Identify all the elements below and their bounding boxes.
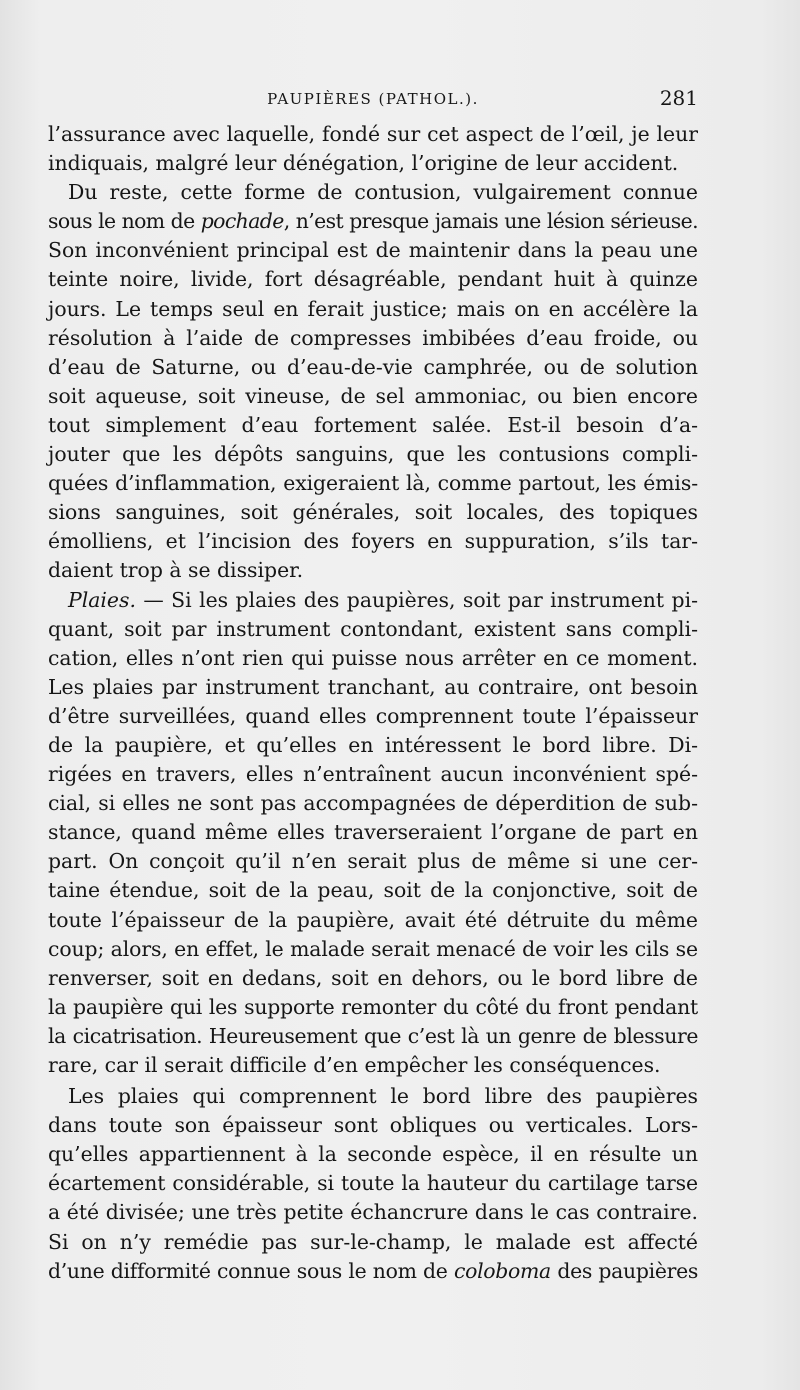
running-head: PAUPIÈRES (PATHOL.). bbox=[267, 90, 479, 108]
text-line: d’être surveillées, quand elles comprennent toute l’épaisseur bbox=[48, 703, 698, 728]
text-line: soit aqueuse, soit vineuse, de sel ammoniac, ou bien encore bbox=[48, 383, 698, 408]
text-line: jouter que les dépôts sanguins, que les contusions compli- bbox=[48, 442, 698, 467]
text-line: a été divisée; une très petite échancrure dans le cas contraire. bbox=[48, 1200, 698, 1225]
text-line: résolution à l’aide de compresses imbibées d’eau froide, ou bbox=[48, 325, 698, 350]
paragraph bbox=[48, 586, 698, 1081]
text-line: rare, car il serait difficile d’en empêcher les conséquences. bbox=[48, 1053, 661, 1077]
text-line: Si on n’y remédie pas sur-le-champ, le malade est affecté bbox=[48, 1229, 698, 1254]
text-line: émolliens, et l’incision des foyers en suppuration, s’ils tar- bbox=[48, 529, 698, 554]
text-span: , n’est presque jamais une lésion sérieuse. bbox=[283, 209, 699, 234]
text-line bbox=[48, 586, 698, 615]
text-line: d’eau de Saturne, ou d’eau-de-vie camphrée, ou de solution bbox=[48, 354, 698, 379]
text-line: quées d’inflammation, exigeraient là, comme partout, les émis- bbox=[48, 471, 698, 496]
text-line: la paupière qui les supporte remonter du côté du front pendant bbox=[48, 994, 698, 1019]
text-line: Son inconvénient principal est de maintenir dans la peau une bbox=[48, 238, 698, 263]
italic-term: pochade bbox=[200, 209, 284, 234]
text-line: dans toute son épaisseur sont obliques ou verticales. Lors- bbox=[48, 1113, 698, 1138]
text-line bbox=[48, 1257, 698, 1286]
text-line: toute l’épaisseur de la paupière, avait été détruite du même bbox=[48, 907, 698, 932]
text-line: teinte noire, livide, fort désagréable, pendant huit à quinze bbox=[48, 267, 698, 292]
text-line bbox=[48, 207, 698, 236]
text-span: des paupières bbox=[550, 1258, 698, 1283]
text-line: la cicatrisation. Heureusement que c’est là un genre de blessure bbox=[48, 1023, 698, 1048]
text-span: d’une difformité connue sous le nom de bbox=[48, 1258, 454, 1283]
text-line: renverser, soit en dedans, soit en dehors, ou le bord libre de bbox=[48, 965, 698, 990]
text-line: rigées en travers, elles n’entraînent aucun inconvénient spé- bbox=[48, 762, 698, 787]
paragraph bbox=[48, 178, 698, 585]
text-line: jours. Le temps seul en ferait justice; mais on en accélère la bbox=[48, 296, 698, 321]
text-line: Les plaies qui comprennent le bord libre des paupières bbox=[68, 1084, 698, 1109]
text-line: écartement considérable, si toute la hauteur du cartilage tarse bbox=[48, 1171, 698, 1196]
text-line: de la paupière, et qu’elles en intéressent le bord libre. Di- bbox=[48, 732, 698, 757]
paragraph bbox=[48, 1082, 698, 1286]
text-line: sions sanguines, soit générales, soit locales, des topiques bbox=[48, 500, 698, 525]
text-line: taine étendue, soit de la peau, soit de la conjonctive, soit de bbox=[48, 878, 698, 903]
body-text bbox=[48, 120, 698, 1286]
italic-term: coloboma bbox=[453, 1258, 551, 1283]
text-line: Du reste, cette forme de contusion, vulgairement connue bbox=[68, 180, 698, 205]
text-line: part. On conçoit qu’il n’en serait plus de même si une cer- bbox=[48, 849, 698, 874]
page-number: 281 bbox=[659, 86, 698, 110]
text-line: l’assurance avec laquelle, fondé sur cet aspect de l’œil, je leur bbox=[48, 122, 698, 146]
text-line: cation, elles n’ont rien qui puisse nous arrêter en ce moment. bbox=[48, 645, 698, 670]
paragraph bbox=[48, 120, 698, 178]
text-line: tout simplement d’eau fortement salée. Est-il besoin d’a- bbox=[48, 412, 698, 437]
text-line: coup; alors, en effet, le malade serait menacé de voir les cils se bbox=[48, 936, 698, 961]
text-line: indiquais, malgré leur dénégation, l’origine de leur accident. bbox=[48, 151, 679, 176]
text-line: daient trop à se dissiper. bbox=[48, 558, 304, 583]
text-span: — Si les plaies des paupières, soit par instrument pi- bbox=[135, 587, 698, 612]
page-header bbox=[48, 86, 698, 116]
italic-term: Plaies. bbox=[68, 587, 136, 612]
text-line: Les plaies par instrument tranchant, au contraire, ont besoin bbox=[48, 674, 698, 699]
text-line: qu’elles appartiennent à la seconde espèce, il en résulte un bbox=[48, 1142, 698, 1167]
text-line: quant, soit par instrument contondant, existent sans compli- bbox=[48, 616, 698, 641]
text-line: stance, quand même elles traverseraient l’organe de part en bbox=[48, 820, 698, 845]
text-span: sous le nom de bbox=[48, 209, 201, 234]
text-line: cial, si elles ne sont pas accompagnées de déperdition de sub- bbox=[48, 791, 698, 816]
